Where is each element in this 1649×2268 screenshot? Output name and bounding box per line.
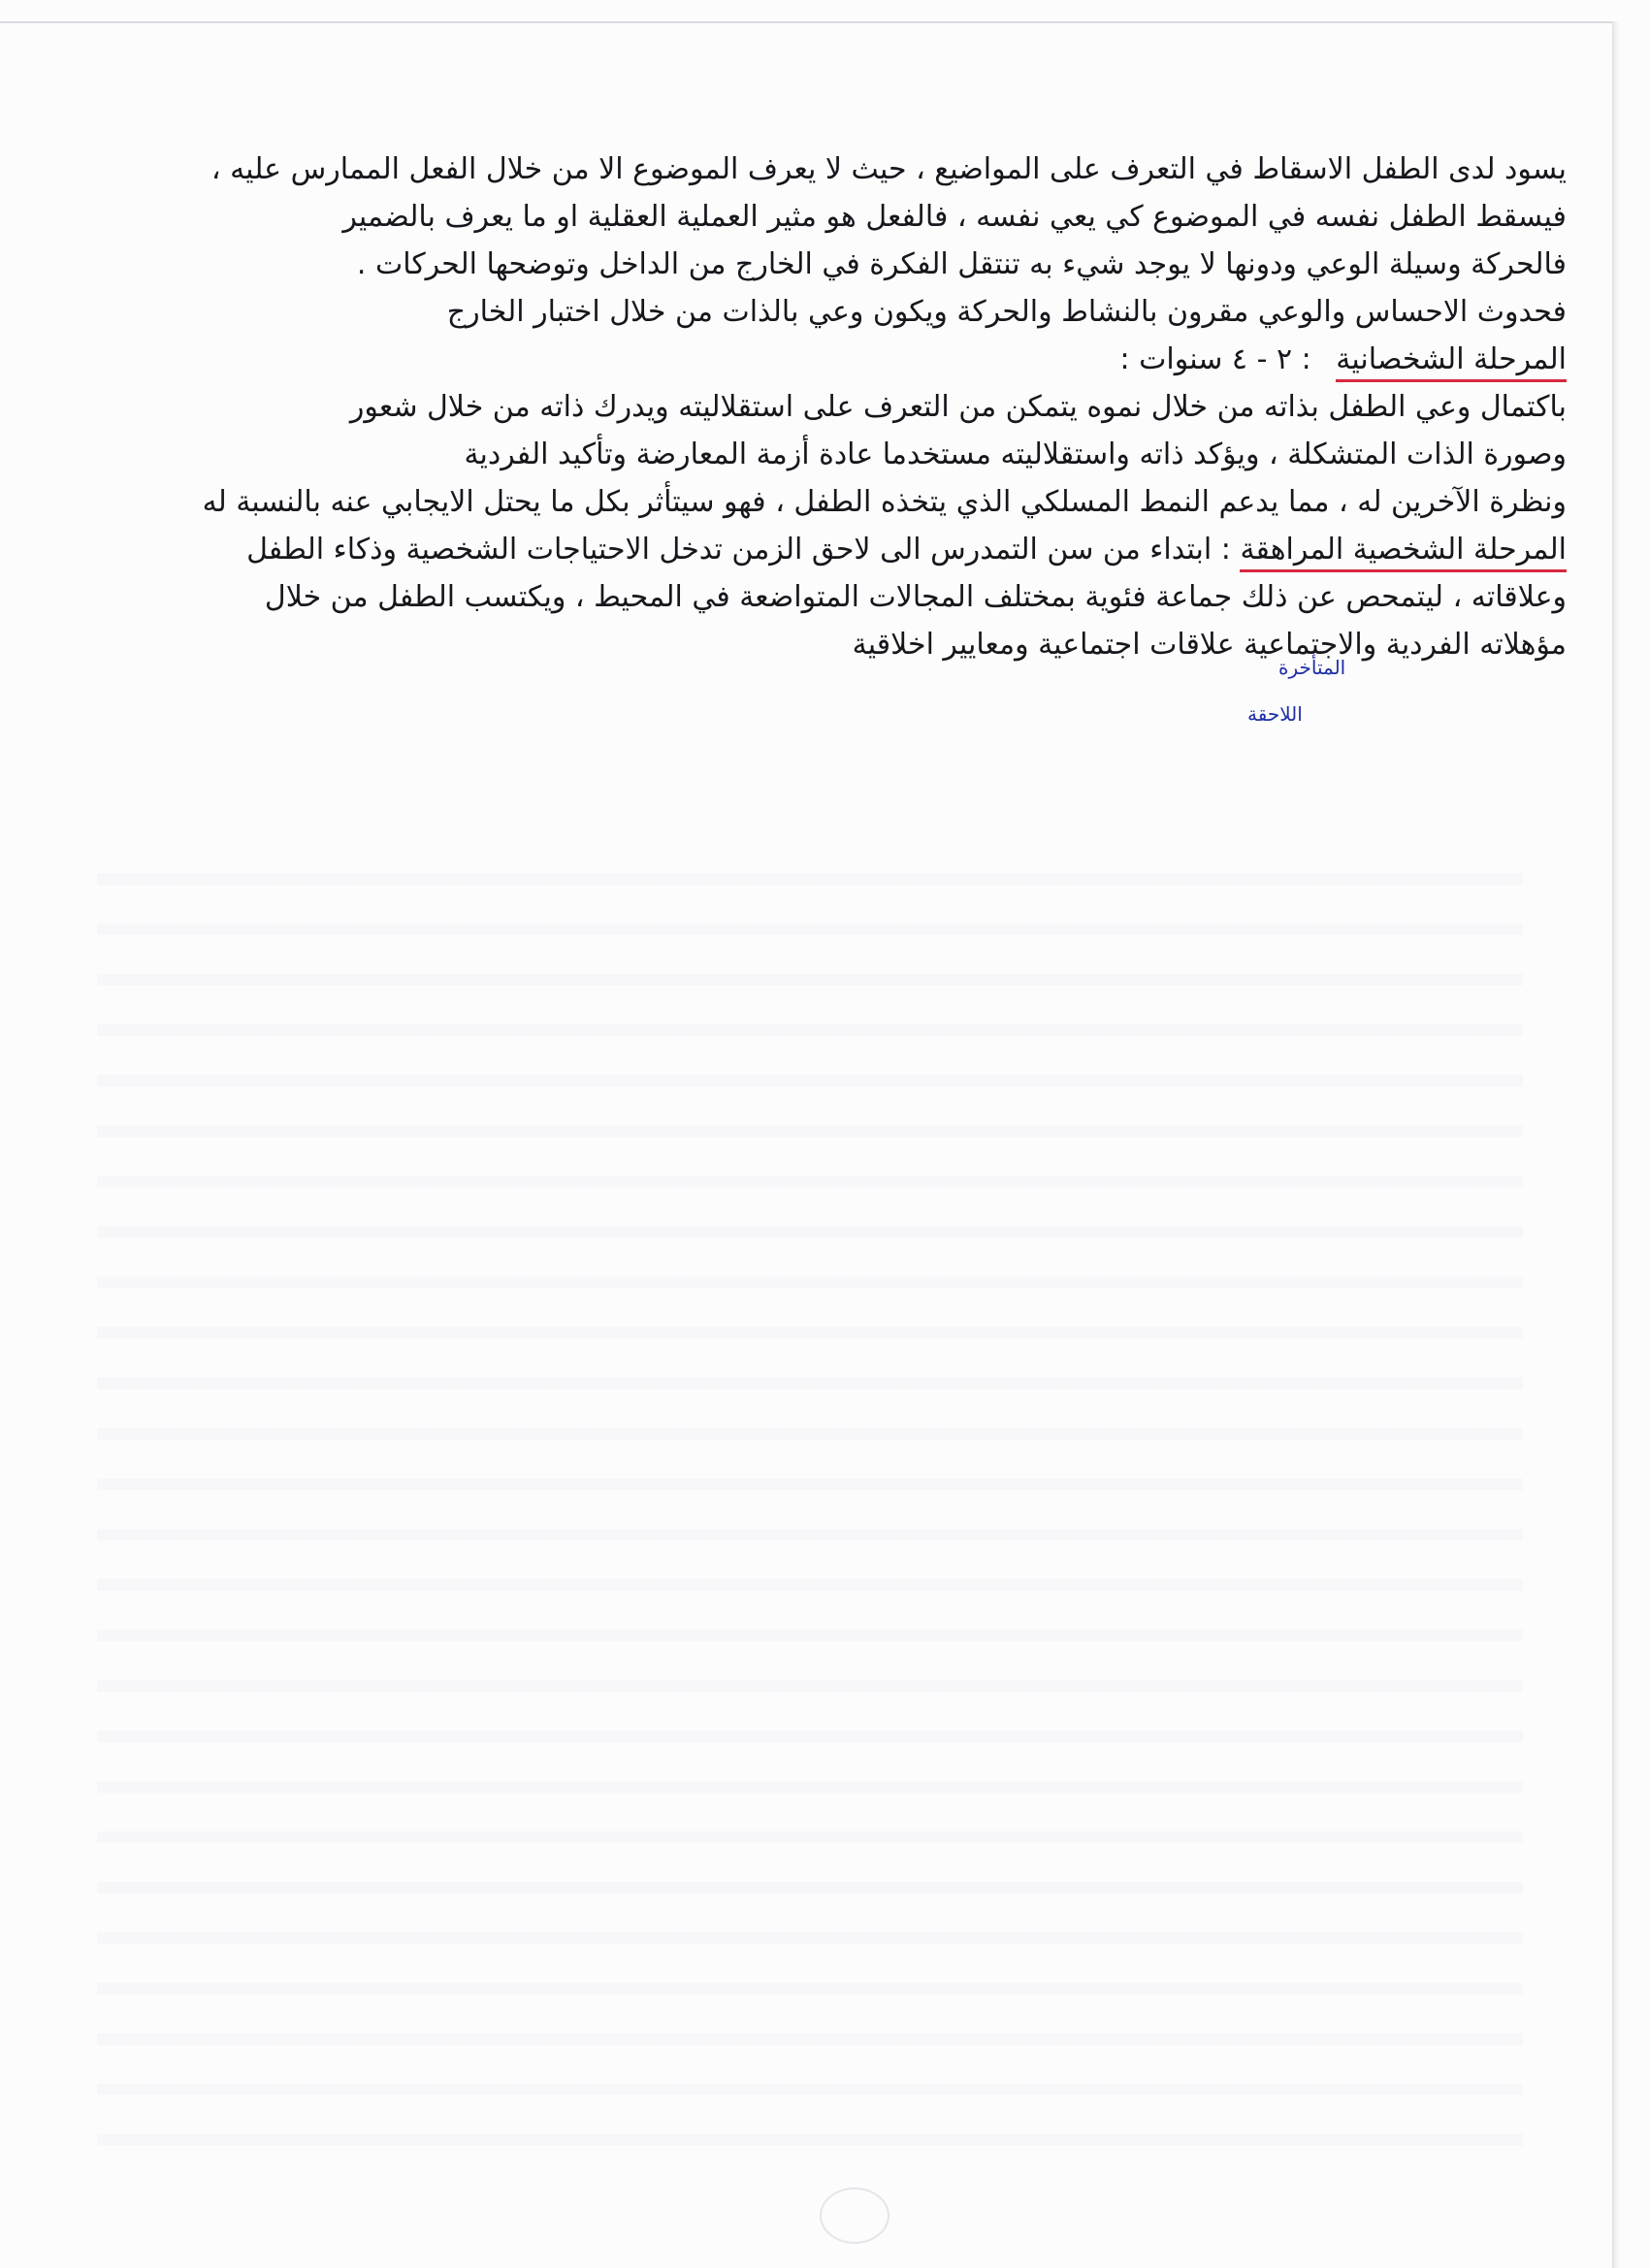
bleed-through-shadow bbox=[97, 834, 1523, 2173]
section-heading-personal-stage bbox=[92, 336, 1567, 383]
text-line: فحدوث الاحساس والوعي مقرون بالنشاط والحركة ويكون وعي بالذات من خلال اختبار الخارج bbox=[446, 295, 1567, 329]
heading-title: المرحلة الشخصية المراهقة bbox=[1240, 531, 1567, 572]
annotation-above-heading: المتأخرة bbox=[1278, 656, 1346, 679]
section-heading-adolescent-stage bbox=[92, 526, 1567, 573]
heading-continuation: : ابتداء من سن التمدرس الى لاحق الزمن تدخل الاحتياجات الشخصية وذكاء الطفل bbox=[246, 533, 1231, 567]
text-line: مؤهلاته الفردية والاجتماعية علاقات اجتماعية ومعايير اخلاقية bbox=[852, 628, 1567, 662]
text-line: فيسقط الطفل نفسه في الموضوع كي يعي نفسه ، فالفعل هو مثير العملية العقلية او ما يعرف بالضمير bbox=[342, 200, 1567, 234]
heading-title: المرحلة الشخصانية bbox=[1336, 340, 1567, 382]
text-line: وعلاقاته ، ليتمحص عن ذلك جماعة فئوية بمختلف المجالات المتواضعة في المحيط ، ويكتسب الطفل من خلال bbox=[264, 580, 1567, 614]
handwritten-text-block bbox=[92, 146, 1567, 668]
faded-page-number-circle bbox=[820, 2187, 889, 2244]
text-line: فالحركة وسيلة الوعي ودونها لا يوجد شيء به تنتقل الفكرة في الخارج من الداخل وتوضحها الحركات . bbox=[356, 247, 1567, 281]
text-line: باكتمال وعي الطفل بذاته من خلال نموه يتمكن من التعرف على استقلاليته ويدرك ذاته من خلال شعور bbox=[349, 390, 1567, 424]
page-right-edge bbox=[1612, 21, 1622, 2268]
page-top-edge bbox=[0, 21, 1615, 23]
text-line: ونظرة الآخرين له ، مما يدعم النمط المسلكي الذي يتخذه الطفل ، فهو سيتأثر بكل ما يحتل الايجابي عنه بالنسبة له bbox=[202, 485, 1567, 519]
annotation-below-heading: اللاحقة bbox=[1247, 702, 1303, 726]
text-line: وصورة الذات المتشكلة ، ويؤكد ذاته واستقلاليته مستخدما عادة أزمة المعارضة وتأكيد الفردية bbox=[464, 437, 1567, 471]
heading-age-range: : ٢ - ٤ سنوات : bbox=[1119, 342, 1311, 376]
text-line: يسود لدى الطفل الاسقاط في التعرف على المواضيع ، حيث لا يعرف الموضوع الا من خلال الفعل الممارس عليه ، bbox=[210, 152, 1567, 186]
